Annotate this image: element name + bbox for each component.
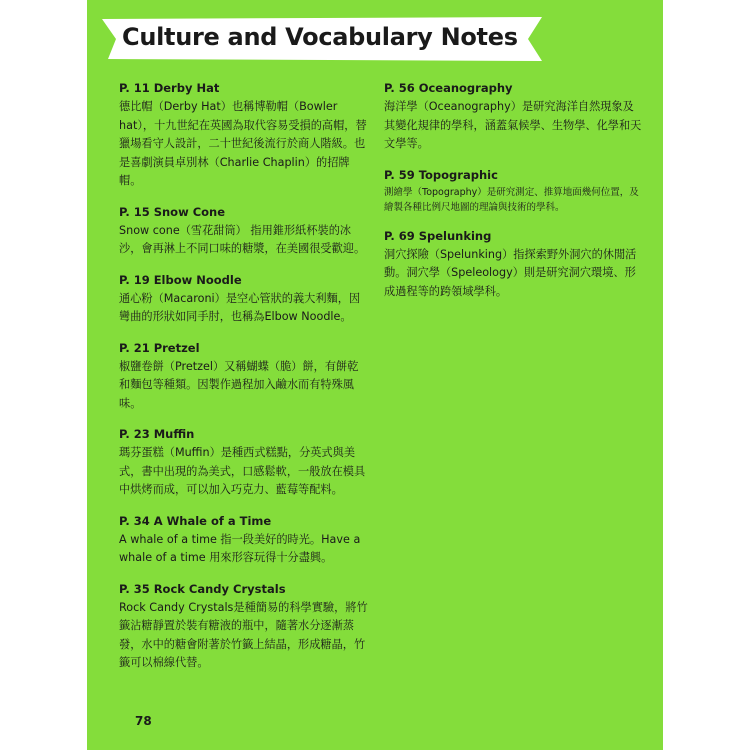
page-title: Culture and Vocabulary Notes	[122, 23, 518, 51]
note-title: P. 19 Elbow Noodle	[119, 272, 242, 287]
note-topographic	[384, 167, 644, 215]
note-body: 海洋學（Oceanography）是研究海洋自然現象及其變化規律的學科，涵蓋氣候學、生物學、化學和天文學等。	[384, 100, 642, 150]
note-body: 洞穴探險（Spelunking）指探索野外洞穴的休閒活動。洞穴學（Speleology）則是研究洞穴環境、形成過程等的跨領域學科。	[384, 247, 637, 298]
note-spelunking	[384, 228, 644, 302]
note-body: 椒鹽卷餅（Pretzel）又稱蝴蝶（脆）餅，有餅乾和麵包等種類。因製作過程加入鹼水而有特殊風味。	[119, 359, 359, 410]
note-body: 通心粉（Macaroni）是空心管狀的義大利麵，因彎曲的形狀如同手肘，也稱為Elbow Noodle。	[119, 291, 361, 323]
note-snow-cone	[119, 204, 369, 259]
title-banner	[102, 17, 542, 61]
note-body: 德比帽（Derby Hat）也稱博勒帽（Bowler hat），十九世紀在英國為取代容易受損的高帽，替獵場看守人設計，二十世紀後流行於商人階級。也是喜劇演員卓別林（Charlie Chaplin）的招牌帽。	[119, 100, 367, 187]
page-panel	[87, 0, 663, 750]
note-title: P. 56 Oceanography	[384, 81, 513, 95]
note-body: Snow cone（雪花甜筒） 指用錐形紙杯裝的冰沙，會再淋上不同口味的糖漿，在美國很受歡迎。	[119, 223, 366, 255]
note-title: P. 23 Muffin	[119, 427, 195, 441]
note-muffin	[119, 426, 369, 500]
page-number: 78	[135, 714, 152, 728]
note-whale-of-a-time	[119, 513, 369, 568]
right-column	[384, 80, 644, 314]
note-body: Rock Candy Crystals是種簡易的科學實驗，將竹籤沾糖靜置於裝有糖液的瓶中，隨著水分逐漸蒸發，水中的糖會附著於竹籤上結晶，形成糖晶，竹籤可以棉線代替。	[119, 600, 368, 669]
note-pretzel	[119, 340, 369, 414]
note-oceanography	[384, 80, 644, 154]
note-title: P. 11 Derby Hat	[119, 81, 220, 95]
note-body: 測繪學（Topography）是研究測定、推算地面幾何位置，及繪製各種比例尺地圖的理論與技術的學科。	[384, 186, 639, 213]
note-rock-candy	[119, 581, 369, 673]
note-body: 瑪芬蛋糕（Muffin）是種西式糕點，分英式與美式，書中出現的為美式，口感鬆軟，一般放在模具中烘烤而成，可以加入巧克力、藍莓等配料。	[119, 446, 366, 496]
note-derby-hat	[119, 80, 369, 191]
note-title: P. 21 Pretzel	[119, 340, 200, 355]
left-column	[119, 80, 369, 686]
note-title: P. 59 Topographic	[384, 167, 498, 182]
note-title: P. 34 A Whale of a Time	[119, 513, 272, 528]
note-title: P. 69 Spelunking	[384, 228, 492, 243]
note-title: P. 35 Rock Candy Crystals	[119, 581, 286, 596]
note-title: P. 15 Snow Cone	[119, 204, 226, 219]
note-elbow-noodle	[119, 272, 369, 327]
note-body: A whale of a time 指一段美好的時光。Have a whale of a time 用來形容玩得十分盡興。	[119, 532, 361, 564]
